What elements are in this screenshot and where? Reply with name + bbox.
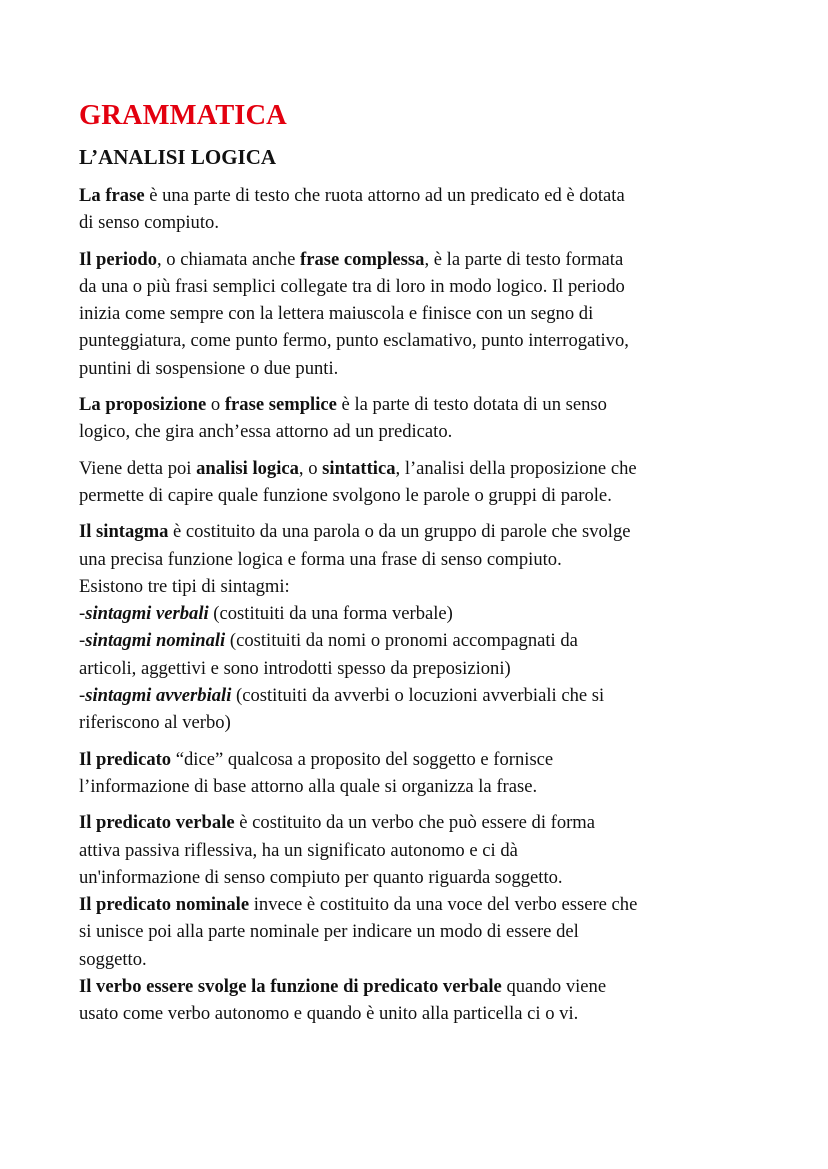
paragraph <box>79 455 759 510</box>
text-run: , o <box>298 457 323 479</box>
document-page <box>79 98 759 1037</box>
text-run: Viene detta poi <box>79 457 197 479</box>
text-line <box>79 682 759 709</box>
text-run: un'informazione di senso compiuto per quanto riguarda soggetto. <box>79 866 563 888</box>
text-line <box>79 573 759 600</box>
bold-term: Il sintagma <box>79 521 169 543</box>
text-line <box>79 273 759 300</box>
text-line <box>79 891 759 918</box>
text-run: è la parte di testo dotata di un senso <box>336 394 607 416</box>
paragraph <box>79 246 759 382</box>
text-run: punteggiatura, come punto fermo, punto esclamativo, punto interrogativo, <box>79 330 629 352</box>
text-run: puntini di sospensione o due punti. <box>79 357 339 379</box>
text-line <box>79 355 759 382</box>
text-run: - <box>79 685 86 707</box>
text-run: è una parte di testo che ruota attorno ad un predicato ed è dotata <box>144 185 625 206</box>
text-run: (costituiti da nomi o pronomi accompagnati da <box>225 630 578 652</box>
bold-term: sintattica <box>322 457 396 479</box>
text-line <box>79 809 759 836</box>
text-line <box>79 973 759 1000</box>
text-line <box>79 182 759 209</box>
paragraph <box>79 182 759 237</box>
text-line <box>79 773 759 800</box>
text-line <box>79 418 759 445</box>
document-subtitle: L’ANALISI LOGICA <box>79 145 277 169</box>
text-run: attiva passiva riflessiva, ha un significato autonomo e ci dà <box>79 839 518 861</box>
document-body <box>79 182 759 1028</box>
text-line <box>79 209 759 236</box>
paragraph <box>79 809 759 1027</box>
bold-term: La frase <box>79 185 145 206</box>
text-line <box>79 746 759 773</box>
text-run: inizia come sempre con la lettera maiuscola e finisce con un segno di <box>79 303 594 325</box>
text-line <box>79 300 759 327</box>
text-run: - <box>79 603 86 625</box>
text-line <box>79 1000 759 1027</box>
bold-italic-term: sintagmi avverbiali <box>85 685 232 707</box>
bold-term: Il predicato verbale <box>79 812 235 834</box>
text-run: - <box>79 630 86 652</box>
text-run: Esistono tre tipi di sintagmi: <box>79 575 290 597</box>
text-line <box>79 391 759 418</box>
text-run: quando viene <box>501 976 607 998</box>
text-run: l’informazione di base attorno alla quale si organizza la frase. <box>79 775 538 797</box>
text-run: soggetto. <box>79 948 147 970</box>
text-line <box>79 709 759 736</box>
text-run: una precisa funzione logica e forma una frase di senso compiuto. <box>79 548 562 570</box>
text-line <box>79 655 759 682</box>
text-line <box>79 918 759 945</box>
text-line <box>79 518 759 545</box>
bold-term: Il predicato nominale <box>79 894 250 916</box>
text-line <box>79 627 759 654</box>
bold-term: frase semplice <box>224 394 337 416</box>
text-line <box>79 546 759 573</box>
text-run: permette di capire quale funzione svolgono le parole o gruppi di parole. <box>79 484 612 506</box>
text-run: logico, che gira anch’essa attorno ad un predicato. <box>79 421 453 443</box>
text-run: è costituito da un verbo che può essere di forma <box>234 812 596 834</box>
text-line <box>79 864 759 891</box>
text-run: invece è costituito da una voce del verbo essere che <box>249 894 638 916</box>
paragraph <box>79 391 759 446</box>
text-line <box>79 482 759 509</box>
text-line <box>79 246 759 273</box>
bold-term: La proposizione <box>79 394 207 416</box>
bold-term: Il predicato <box>79 748 172 770</box>
text-run: “dice” qualcosa a proposito del soggetto e fornisce <box>171 748 554 770</box>
text-run: è costituito da una parola o da un gruppo di parole che svolge <box>168 521 631 543</box>
paragraph <box>79 518 759 736</box>
bold-italic-term: sintagmi nominali <box>85 630 226 652</box>
bold-term: analisi logica <box>196 457 299 479</box>
text-run: , l’analisi della proposizione che <box>395 457 637 479</box>
text-line <box>79 837 759 864</box>
bold-term: Il periodo <box>79 248 157 270</box>
text-run: articoli, aggettivi e sono introdotti spesso da preposizioni) <box>79 657 511 679</box>
text-line <box>79 600 759 627</box>
paragraph <box>79 746 759 801</box>
text-line <box>79 946 759 973</box>
text-line <box>79 327 759 354</box>
text-run: (costituiti da una forma verbale) <box>208 603 453 625</box>
text-run: riferiscono al verbo) <box>79 712 231 734</box>
text-run: si unisce poi alla parte nominale per indicare un modo di essere del <box>79 921 579 943</box>
document-title: GRAMMATICA <box>79 100 287 131</box>
bold-italic-term: sintagmi verbali <box>85 603 209 625</box>
text-run: o <box>206 394 225 416</box>
bold-term: frase complessa <box>300 248 425 270</box>
text-run: da una o più frasi semplici collegate tra di loro in modo logico. Il periodo <box>79 275 625 297</box>
text-run: , o chiamata anche <box>157 248 300 270</box>
bold-term: Il verbo essere svolge la funzione di predicato verbale <box>79 976 502 998</box>
text-run: , è la parte di testo formata <box>424 248 624 270</box>
text-run: (costituiti da avverbi o locuzioni avverbiali che si <box>231 685 605 707</box>
text-line <box>79 455 759 482</box>
text-run: usato come verbo autonomo e quando è unito alla particella ci o vi. <box>79 1003 579 1025</box>
text-run: di senso compiuto. <box>79 212 219 234</box>
